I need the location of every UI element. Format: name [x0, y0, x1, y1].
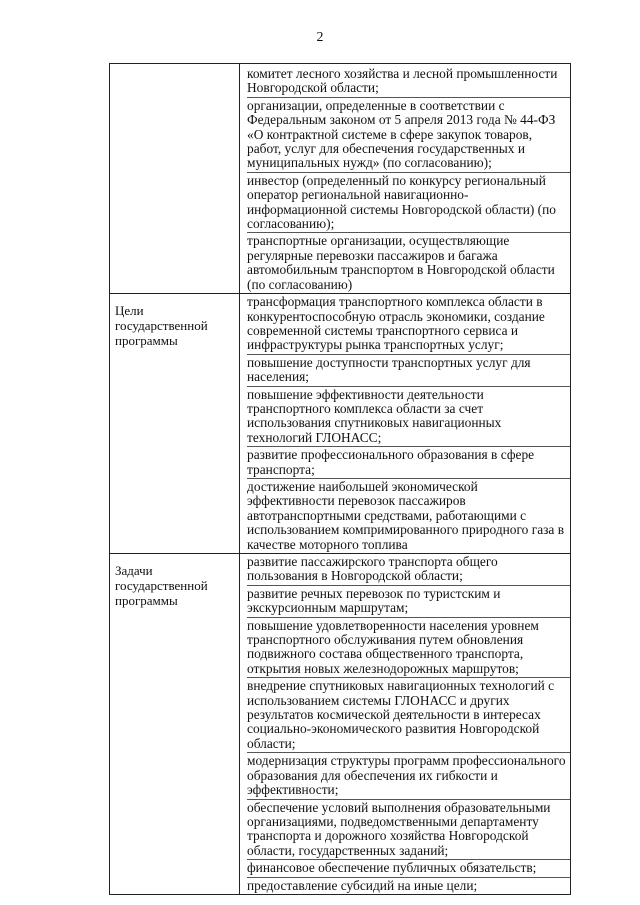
list-item: трансформация транспортного комплекса области в конкурентоспособную отрасль экономики, создание современной системы транспортного сервиса и инфраструктуры рынка транспортных услуг; — [247, 294, 570, 355]
table-row-goals — [110, 294, 571, 554]
list-item: предоставление субсидий на иные цели; — [247, 877, 478, 893]
page-number: 2 — [316, 30, 324, 45]
list-item: развитие пассажирского транспорта общего пользования в Новгородской области; — [247, 554, 570, 586]
list-item: повышение удовлетворенности населения уровнем транспортного обслуживания путем обновления подвижного состава общественного транспорта, открытия новых железнодорожных маршрутов; — [247, 618, 570, 679]
row-label — [110, 64, 240, 294]
list-item: инвестор (определенный по конкурсу региональный оператор региональной навигационно-информационной системы Новгородской области) (по согласованию); — [247, 173, 570, 234]
list-item: модернизация структуры программ профессионального образования для обеспечения их гибкости и эффективности; — [247, 753, 570, 799]
list-item: достижение наибольшей экономической эффективности перевозок пассажиров автотранспортными средствами, работающими с использованием компримированного природного газа в качестве моторного топлива — [247, 478, 565, 552]
table-row-tasks — [110, 554, 571, 895]
list-item: повышение эффективности деятельности транспортного комплекса области за счет использования спутниковых навигационных технологий ГЛОНАСС; — [247, 387, 570, 448]
list-item: обеспечение условий выполнения образовательными организациями, подведомственными департаменту транспорта и дорожного хозяйства Новгородской области, государственных заданий; — [247, 800, 570, 861]
list-item: развитие речных перевозок по туристским и экскурсионным маршрутам; — [247, 586, 570, 618]
row-content — [240, 294, 571, 554]
row-label: Цели государственной программы — [110, 294, 240, 554]
list-item: комитет лесного хозяйства и лесной промышленности Новгородской области; — [247, 64, 570, 98]
row-label: Задачи государственной программы — [110, 554, 240, 895]
list-item: повышение доступности транспортных услуг для населения; — [247, 355, 570, 387]
list-item: организации, определенные в соответствии с Федеральным законом от 5 апреля 2013 года № 44-ФЗ «О контрактной системе в сфере закупок товаров, работ, услуг для обеспечения государственных и муниципальных нужд» (по согласованию); — [247, 98, 570, 173]
list-item: развитие профессионального образования в сфере транспорта; — [247, 447, 570, 479]
list-item: финансовое обеспечение публичных обязательств; — [247, 860, 570, 877]
list-item: внедрение спутниковых навигационных технологий с использованием системы ГЛОНАСС и других результатов космической деятельности в интересах социально-экономического развития Новгородской области; — [247, 678, 570, 753]
program-passport-table — [109, 63, 571, 895]
row-content — [240, 64, 571, 294]
list-item: транспортные организации, осуществляющие регулярные перевозки пассажиров и багажа автомобильным транспортом в Новгородской области (по согласованию) — [247, 233, 555, 292]
table-row-participants — [110, 64, 571, 294]
row-content — [240, 554, 571, 895]
